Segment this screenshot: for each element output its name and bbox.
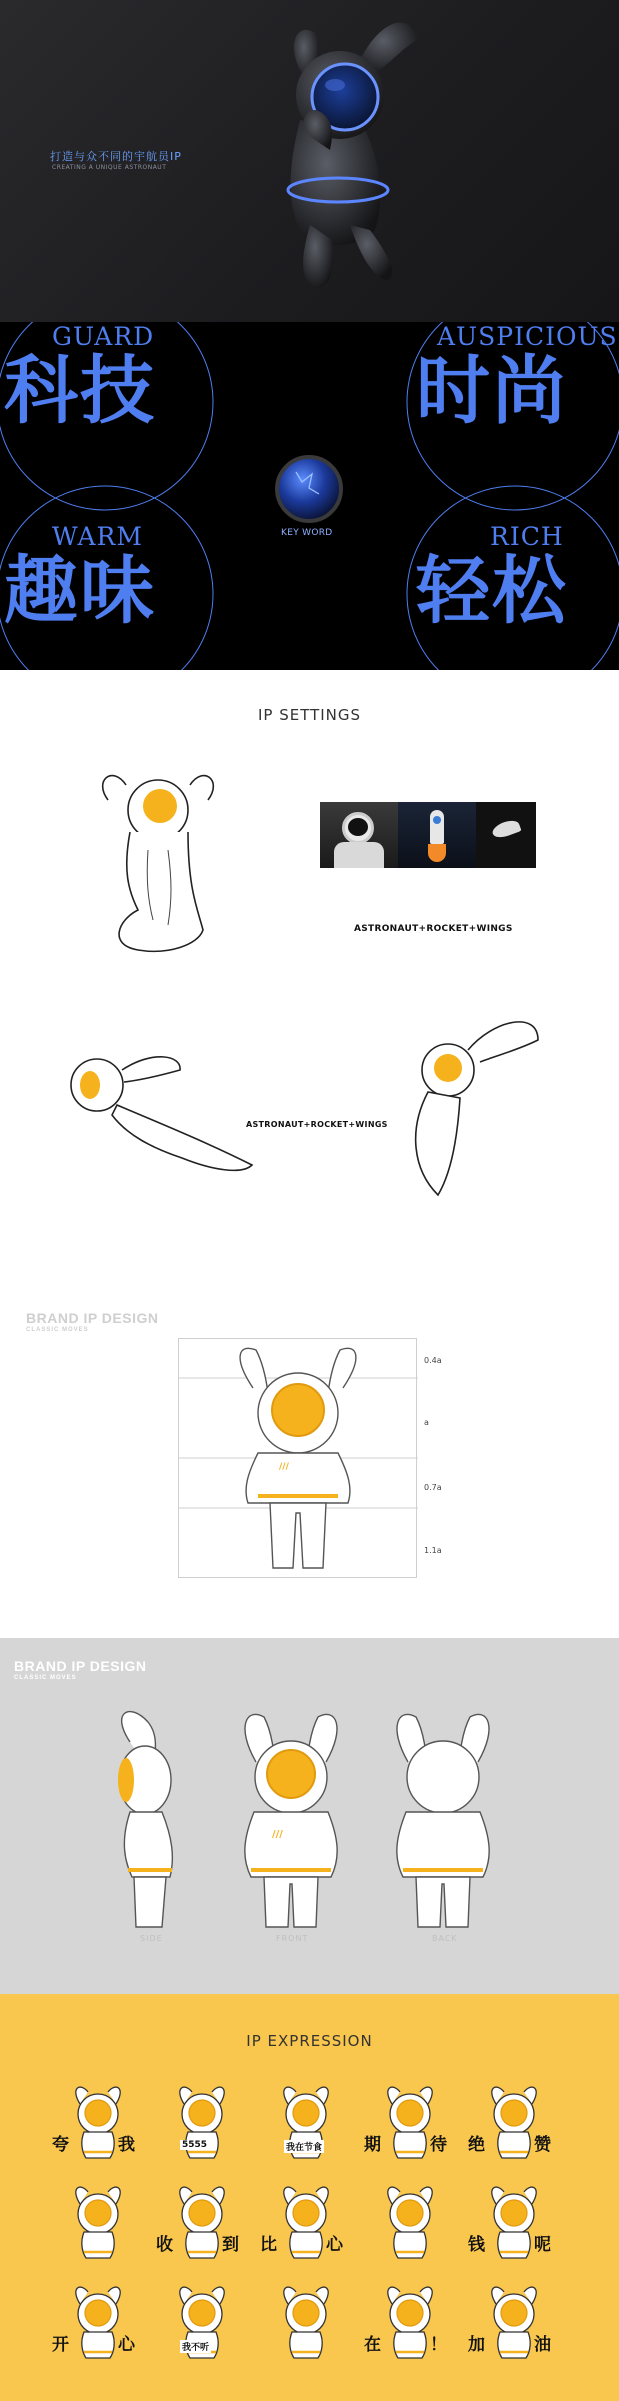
expression-sticker <box>58 2182 138 2262</box>
sticker-text: ！ <box>430 2335 447 2355</box>
sticker-text: 心 <box>326 2235 343 2255</box>
proportion-heading: BRAND IP DESIGN <box>26 1310 159 1326</box>
sketch-flying-right <box>398 1010 558 1200</box>
expression-sticker <box>156 2182 242 2262</box>
sticker-text: 期 <box>364 2135 381 2155</box>
expression-sticker <box>52 2282 138 2362</box>
expression-sticker <box>266 2082 346 2162</box>
view-back <box>378 1702 508 1932</box>
keyword-en-rich: RICH <box>490 522 564 551</box>
sticker-text: 钱 <box>468 2235 485 2255</box>
expression-sticker <box>162 2282 242 2362</box>
photo-rocket <box>398 802 476 868</box>
sticker-text: 呢 <box>534 2235 551 2255</box>
sticker-text: 到 <box>222 2235 239 2255</box>
sticker-text: 我不听 <box>180 2340 211 2353</box>
expression-sticker <box>266 2282 346 2362</box>
sticker-text: 绝 <box>468 2135 485 2155</box>
expression-sticker <box>468 2082 554 2162</box>
sticker-character-icon <box>266 2282 346 2362</box>
expression-sticker <box>370 2182 450 2262</box>
keywords-section <box>0 322 619 670</box>
keyword-cn-relaxed: 轻松 <box>416 548 568 634</box>
sketch-front-standing <box>88 760 228 960</box>
hero-astronaut-illustration <box>0 0 619 322</box>
keyword-en-auspicious: AUSPICIOUS <box>437 322 618 351</box>
sketch-flying-left <box>62 1030 262 1190</box>
expression-sticker <box>468 2182 554 2262</box>
svg-text:///: /// <box>279 1462 289 1472</box>
keyword-en-warm: WARM <box>52 522 143 551</box>
sticker-text: 我 <box>118 2135 135 2155</box>
ratio-label-3: 0.7a <box>424 1483 442 1492</box>
keyword-cn-fashion: 时尚 <box>416 348 568 434</box>
hero-title: 打造与众不同的宇航员IP <box>50 150 182 163</box>
views-heading: BRAND IP DESIGN <box>14 1658 147 1674</box>
keyword-en-guard: GUARD <box>52 322 155 351</box>
sticker-text: 比 <box>260 2235 277 2255</box>
sticker-character-icon <box>370 2182 450 2262</box>
flying-caption: ASTRONAUT+ROCKET+WINGS <box>246 1120 388 1129</box>
settings-title: IP SETTINGS <box>257 706 362 724</box>
three-views-section <box>0 1638 619 1994</box>
reference-photos <box>320 802 536 868</box>
sticker-text: 收 <box>156 2235 173 2255</box>
sticker-text: 我在节食 <box>284 2140 324 2153</box>
sticker-text: 油 <box>534 2335 551 2355</box>
expression-sticker <box>468 2282 554 2362</box>
view-front <box>226 1702 356 1932</box>
expressions-title: IP EXPRESSION <box>246 2032 373 2050</box>
sticker-character-icon <box>58 2182 138 2262</box>
photo-bird <box>476 802 536 868</box>
sticker-text: 5555 <box>182 2140 208 2150</box>
expressions-section <box>0 1994 619 2401</box>
keyword-center-label: KEY WORD <box>281 528 333 538</box>
expression-sticker <box>162 2082 242 2162</box>
reference-caption: ASTRONAUT+ROCKET+WINGS <box>354 924 513 934</box>
view-label-back: BACK <box>432 1934 458 1943</box>
settings-section <box>0 670 619 1638</box>
hero-subtitle: CREATING A UNIQUE ASTRONAUT <box>52 164 167 171</box>
expression-sticker <box>52 2082 138 2162</box>
sticker-text: 开 <box>52 2335 69 2355</box>
expression-sticker <box>364 2282 450 2362</box>
photo-astronaut <box>320 802 398 868</box>
view-label-front: FRONT <box>276 1934 309 1943</box>
views-subheading: CLASSIC MOVES <box>14 1675 77 1681</box>
sticker-text: 待 <box>430 2135 447 2155</box>
proportion-grid <box>178 1338 418 1578</box>
sticker-text: 赞 <box>534 2135 551 2155</box>
sticker-text: 夸 <box>52 2135 69 2155</box>
keyword-cn-fun: 趣味 <box>4 548 156 634</box>
sticker-text: 在 <box>364 2335 381 2355</box>
sticker-text: 心 <box>118 2335 135 2355</box>
expression-sticker <box>364 2082 450 2162</box>
expression-sticker <box>260 2182 346 2262</box>
ratio-label-2: a <box>424 1418 429 1427</box>
sticker-character-icon <box>162 2082 242 2162</box>
keyword-cn-tech: 科技 <box>4 348 156 434</box>
view-side <box>100 1702 210 1932</box>
ratio-label-1: 0.4a <box>424 1356 442 1365</box>
view-label-side: SIDE <box>140 1934 163 1943</box>
proportion-subheading: CLASSIC MOVES <box>26 1327 89 1333</box>
ratio-label-4: 1.1a <box>424 1546 442 1555</box>
svg-text:///: /// <box>272 1829 283 1840</box>
sticker-grid <box>52 2082 578 2382</box>
sticker-text: 加 <box>468 2335 485 2355</box>
hero-section <box>0 0 619 322</box>
